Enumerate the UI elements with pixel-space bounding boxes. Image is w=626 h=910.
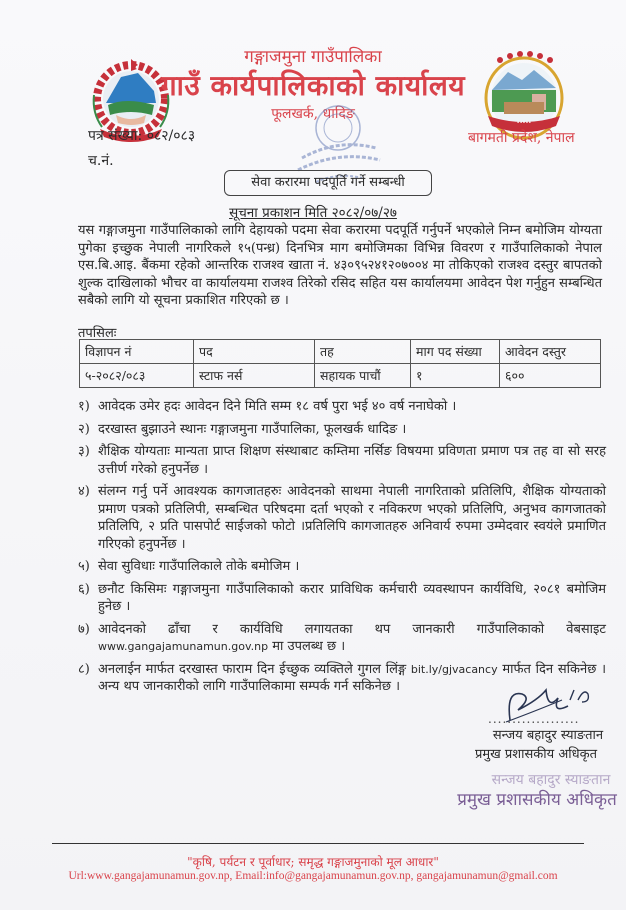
cell-level: सहायक पाचौं bbox=[315, 364, 411, 388]
footer-motto: "कृषि, पर्यटन र पूर्वाधार; समृद्ध गङ्गाजमुनाको मूल आधार" bbox=[187, 855, 439, 869]
google-form-link[interactable]: bit.ly/gjvacancy bbox=[410, 662, 498, 676]
condition-number: ७) bbox=[78, 621, 90, 637]
cell-post: स्टाफ नर्स bbox=[194, 364, 315, 388]
header-fee: आवेदन दस्तुर bbox=[500, 340, 601, 364]
stamp-signatory-title: प्रमुख प्रशासकीय अधिकृत bbox=[457, 790, 617, 810]
condition-text: संलग्न गर्नु पर्ने आवश्यक कागजातहरुः आवेदनको साथमा नेपाली नागरिताको प्रतिलिपि, शैक्षिक योग्यताको प्रमाण पत्रको प्रतिलिपी, सम्बन्धित परिषदमा दर्ता भएको र नविकरण भएको प्रतिलिपि, अनुभव कागजातको प्रतिलिपि, २ प्रति पासपोर्ट साईजको फोटो ।प्रतिलिपि कागजातहरु अनिवार्य रुपमा उम्मेदवार स्वयंले प्रमाणित गरिएको हनुपर्नेछ । bbox=[98, 484, 606, 552]
condition-item bbox=[78, 621, 606, 656]
signature-line: ................... bbox=[488, 712, 580, 726]
condition-item bbox=[78, 558, 606, 576]
condition-text-before: आवेदनको ढाँचा र कार्यविधि लगायतका थप जानकारी गाउँपालिकाको वेबसाइट bbox=[98, 621, 606, 637]
condition-text-after: मार्फत दिन सकिनेछ । अन्य थप जानकारीको लागि गाउँपालिकामा सम्पर्क गर्न सकिनेछ । bbox=[98, 661, 607, 694]
table-header-row bbox=[80, 340, 601, 364]
condition-text-before: अनलाईन मार्फत दरखास्त फाराम दिन ईच्छुक व्यक्तिले गुगल लिंङ्ग bbox=[98, 661, 411, 677]
office-name: गाउँ कार्यपालिकाको कार्यालय bbox=[160, 69, 466, 102]
condition-item bbox=[78, 421, 606, 439]
cell-vacancies: १ bbox=[411, 364, 500, 388]
letter-number-label: पत्र संख्या: bbox=[88, 128, 143, 144]
notice-date bbox=[0, 203, 626, 221]
header-post: पद bbox=[194, 340, 315, 364]
condition-number: ५) bbox=[78, 559, 90, 574]
notice-date-text: सूचना प्रकाशन मिति २०८२/०७/२७ bbox=[229, 205, 397, 221]
office-location: फूलखर्क, धादिङ bbox=[271, 106, 355, 122]
svg-text:•••••: ••••• bbox=[516, 120, 532, 126]
header-level: तह bbox=[315, 340, 411, 364]
letter-number bbox=[88, 126, 195, 145]
condition-text: आवेदक उमेर हदः आवेदन दिने मिति सम्म १८ वर्ष पुरा भई ४० वर्ष ननाघेको । bbox=[98, 399, 457, 414]
vacancy-table bbox=[79, 339, 601, 388]
condition-item bbox=[78, 443, 606, 478]
letter-number-value: ०८२/०८३ bbox=[146, 128, 196, 144]
cell-fee: ६०० bbox=[500, 364, 601, 388]
conditions-list bbox=[78, 398, 606, 701]
condition-number: ६) bbox=[78, 581, 90, 597]
signatory-name: सन्जय बहादुर स्याङतान bbox=[492, 728, 604, 743]
dispatch-number-label: च.नं. bbox=[88, 153, 114, 169]
condition-number: ३) bbox=[78, 444, 90, 459]
table-row bbox=[80, 364, 601, 388]
signatory-title: प्रमुख प्रशासकीय अधिकृत bbox=[474, 747, 598, 762]
condition-item bbox=[78, 581, 606, 616]
province-name: बागमती प्रदेश, नेपाल bbox=[468, 130, 575, 146]
footer-contact: Url:www.gangajamunamun.gov.np, Email:info@gangajamunamun.gov.np, gangajamunamun@gmail.com bbox=[68, 870, 558, 882]
header-ad-no: विज्ञापन नं bbox=[80, 340, 194, 364]
details-label: तपसिलः bbox=[78, 326, 117, 341]
condition-text: छनौट किसिमः गङ्गाजमुना गाउँपालिकाको करार प्राविधिक कर्मचारी व्यवस्थापन कार्यविधि, २०८१ बमोजिम हुनेछ । bbox=[98, 581, 606, 614]
stamp-signatory-name: सन्जय बहादुर स्याङतान bbox=[491, 772, 611, 788]
condition-text bbox=[98, 621, 606, 656]
website-link[interactable]: www.gangajamunamun.gov.np bbox=[98, 640, 269, 653]
header-vacancies: माग पद संख्या bbox=[411, 340, 500, 364]
municipality-name: गङ्गाजमुना गाउँपालिका bbox=[244, 47, 382, 67]
condition-number: १) bbox=[78, 399, 90, 414]
condition-item bbox=[78, 483, 606, 553]
condition-number: ८) bbox=[78, 661, 90, 677]
condition-text: दरखास्त बुझाउने स्थानः गङ्गाजमुना गाउँपालिका, फूलखर्क धादिङ । bbox=[98, 421, 407, 437]
condition-item bbox=[78, 398, 606, 416]
condition-text: सेवा सुविधाः गाउँपालिकाले तोके बमोजिम । bbox=[98, 559, 300, 574]
condition-number: २) bbox=[78, 421, 90, 437]
subject-box: सेवा करारमा पदपूर्ति गर्ने सम्बन्धी bbox=[224, 170, 432, 196]
condition-number: ४) bbox=[78, 484, 90, 499]
condition-text: शैक्षिक योग्यताः मान्यता प्राप्त शिक्षण संस्थाबाट कम्तिमा नर्सिङ विषयमा प्रविणता प्रमाण पत्र तह वा सो सरह उत्तीर्ण गरेको हनुपर्नेछ । bbox=[98, 444, 606, 477]
notice-body: यस गङ्गाजमुना गाउँपालिकाको लागि देहायको पदमा सेवा करारमा पदपूर्ति गर्नुपर्ने भएकोले निम्न बमोजिम योग्यता पुगेका इच्छुक नेपाली नागरिकले १५(पन्ध्र) दिनभित्र माग बमोजिमका विभिन्न विवरण र गाउँपालिकाको नेपाल एस.बि.आइ. बैंकमा रहेको आन्तरिक राजश्व खाता नं. ४३०९५२४१२०७००४ मा तोकिएको राजश्व दस्तुर बापतको शुल्क दाखिलाको भौचर वा कार्यालयमा राजश्व तिरेको रसिद सहित यस कार्यालयमा आवेदन पेश गर्नुहुन सम्बन्धित सबैको लागि यो सूचना प्रकाशित गरिएको छ । bbox=[78, 223, 602, 308]
cell-ad-no: ५-२०८२/०८३ bbox=[80, 364, 194, 388]
footer-divider bbox=[52, 843, 584, 844]
condition-text-after: मा उपलब्ध छ । bbox=[268, 639, 346, 654]
